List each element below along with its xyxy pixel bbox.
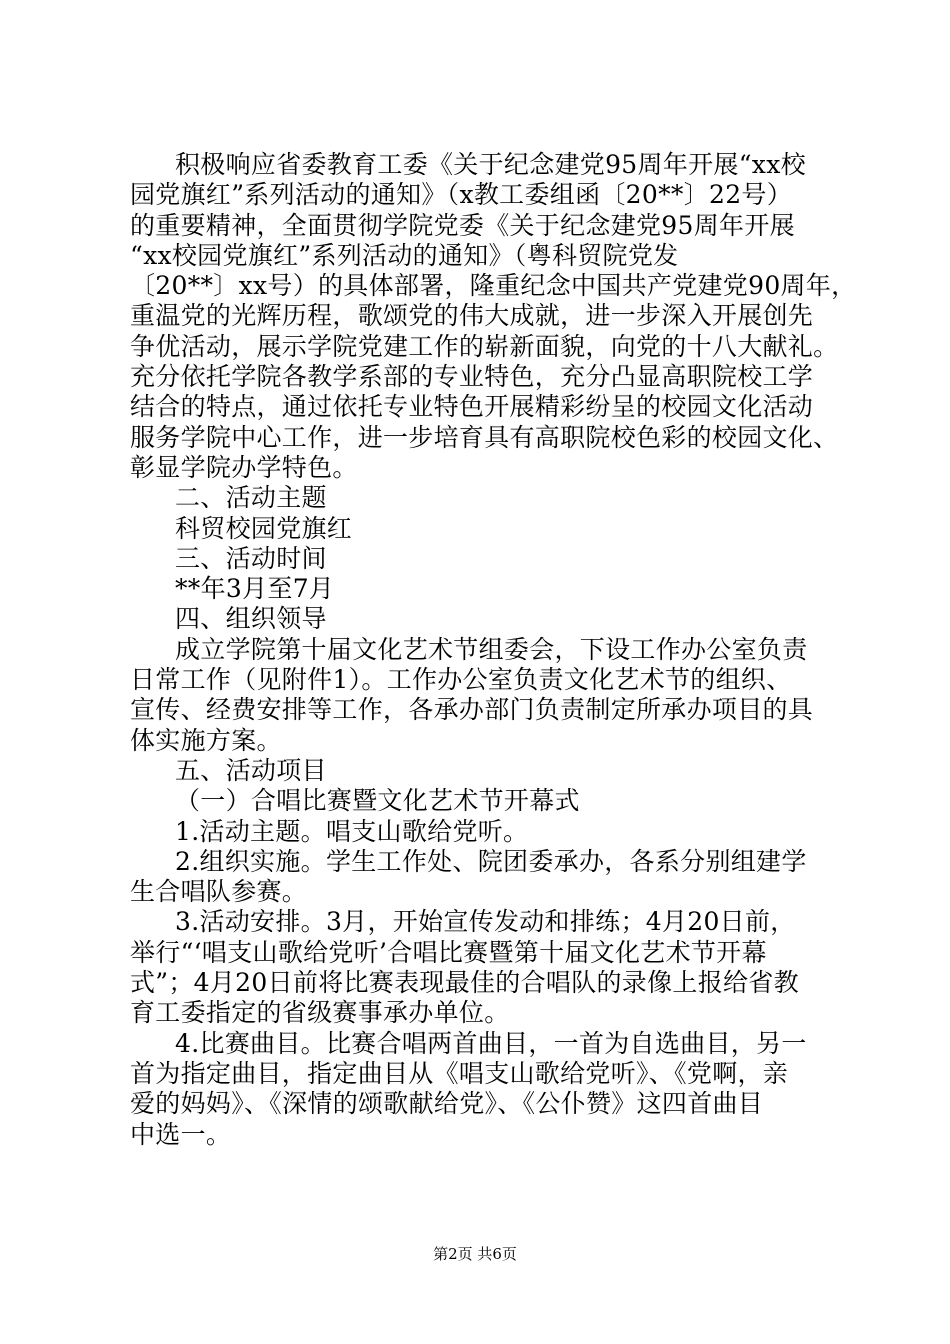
paragraph-line: 争优活动，展示学院党建工作的崭新面貌，向党的十八大献礼。 [130, 331, 839, 361]
document-body [130, 150, 857, 1150]
paragraph-line: 日常工作（见附件1）。工作办公室负责文化艺术节的组织、 [130, 665, 792, 695]
paragraph-line: 体实施方案。 [130, 725, 282, 755]
section-heading: 四、组织领导 [175, 604, 327, 634]
paragraph-line: 科贸校园党旗红 [175, 513, 353, 543]
paragraph-line: 彰显学院办学特色。 [130, 452, 358, 482]
paragraph-line: 爱的妈妈》、《深情的颂歌献给党》、《公仆赞》这四首曲目 [130, 1089, 764, 1119]
paragraph-line: 4.比赛曲目。比赛合唱两首曲目，一首为自选曲目，另一 [175, 1028, 807, 1058]
section-heading: 三、活动时间 [175, 543, 327, 573]
paragraph-line: 式”；4月20日前将比赛表现最佳的合唱队的录像上报给省教 [130, 968, 799, 998]
paragraph-line: 充分依托学院各教学系部的专业特色，充分凸显高职院校工学 [130, 362, 814, 392]
paragraph-line: 宣传、经费安排等工作，各承办部门负责制定所承办项目的具 [130, 695, 814, 725]
paragraph-line: 生合唱队参赛。 [130, 877, 308, 907]
paragraph-line: 积极响应省委教育工委《关于纪念建党95周年开展“xx校 [175, 150, 806, 179]
paragraph-line: 重温党的光辉历程，歌颂党的伟大成就，进一步深入开展创先 [130, 301, 814, 331]
paragraph-line: 园党旗红”系列活动的通知》（x教工委组函〔20**〕22号） [130, 180, 793, 210]
paragraph-line: 〔20**〕xx号）的具体部署，隆重纪念中国共产党建党90周年， [130, 271, 857, 301]
paragraph-line: 结合的特点，通过依托专业特色开展精彩纷呈的校园文化活动 [130, 392, 814, 422]
paragraph-line: 中选一。 [130, 1119, 232, 1149]
section-heading: 五、活动项目 [175, 755, 327, 785]
paragraph-line: 服务学院中心工作，进一步培育具有高职院校色彩的校园文化、 [130, 422, 839, 452]
paragraph-line: 首为指定曲目，指定曲目从《唱支山歌给党听》、《党啊，亲 [130, 1058, 789, 1088]
paragraph-line: 1.活动主题。唱支山歌给党听。 [175, 816, 529, 846]
page-number-footer: 第2页 共6页 [433, 1245, 517, 1263]
paragraph-line: 育工委指定的省级赛事承办单位。 [130, 998, 510, 1028]
paragraph-line: 成立学院第十届文化艺术节组委会，下设工作办公室负责 [175, 634, 808, 664]
paragraph-line: **年3月至7月 [175, 574, 335, 604]
paragraph-line: 举行“‘唱支山歌给党听’合唱比赛暨第十届文化艺术节开幕 [130, 937, 767, 967]
paragraph-line: 2.组织实施。学生工作处、院团委承办，各系分别组建学 [175, 846, 807, 876]
paragraph-line: “xx校园党旗红”系列活动的通知》（粤科贸院党发 [130, 240, 679, 270]
paragraph-line: 的重要精神，全面贯彻学院党委《关于纪念建党95周年开展 [130, 210, 795, 240]
paragraph-line: 3.活动安排。3月，开始宣传发动和排练；4月20日前， [175, 907, 796, 937]
section-heading: 二、活动主题 [175, 483, 327, 513]
subsection-heading: （一）合唱比赛暨文化艺术节开幕式 [175, 786, 580, 816]
